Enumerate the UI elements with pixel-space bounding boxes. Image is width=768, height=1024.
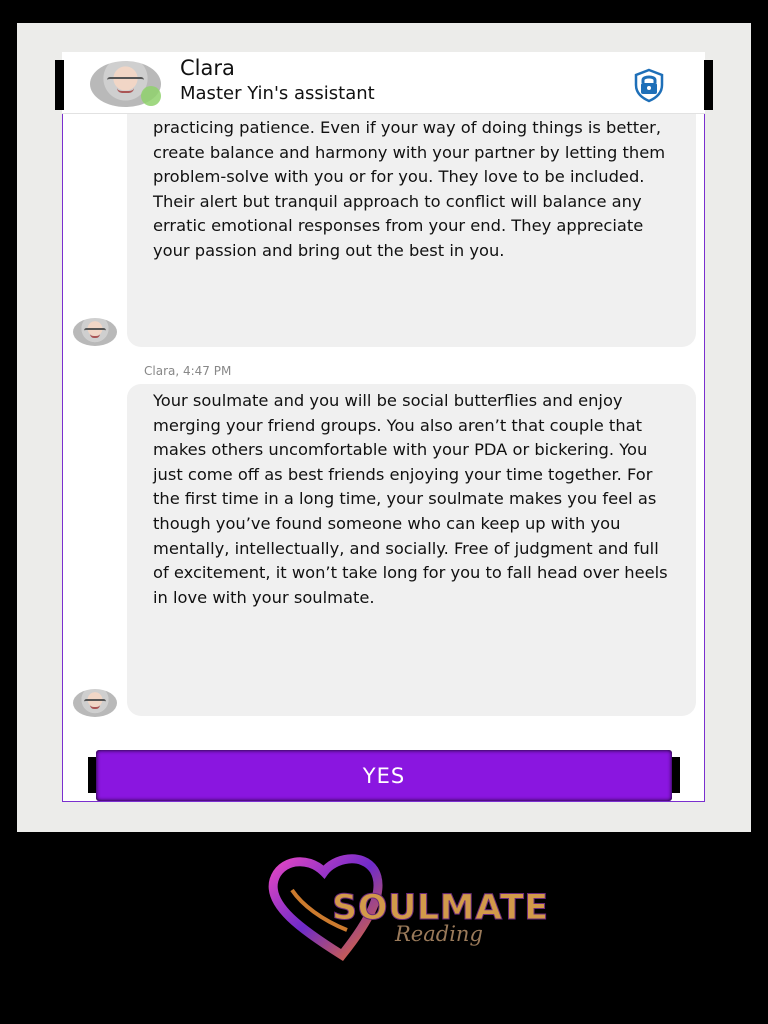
header-edge — [704, 60, 713, 110]
avatar — [73, 689, 117, 717]
message-timestamp: Clara, 4:47 PM — [144, 364, 232, 378]
message-bubble — [127, 96, 696, 347]
yes-button[interactable]: YES — [96, 750, 672, 801]
contact-role: Master Yin's assistant — [180, 83, 375, 104]
shield-lock-icon[interactable] — [626, 64, 672, 106]
brand-subtitle: Reading — [395, 922, 483, 946]
message-text: practicing patience. Even if your way of doing things is better, create balance and harmony with your partner by letting them problem-solve with you or for you. They love to be included. Their alert but tranquil approach to conflict will balance any erratic emotional responses from your end. They appreciate your passion and bring out the best in you. — [153, 118, 666, 260]
brand-title: SOULMATE — [332, 888, 549, 928]
avatar — [73, 318, 117, 346]
message-text: Your soulmate and you will be social butterflies and enjoy merging your friend groups. You also aren’t that couple that makes others uncomfortable with your PDA or bickering. You just come off as best friends enjoying your time together. For the first time in a long time, your soulmate makes you feel as though you’ve found someone who can keep up with you mentally, intellectually, and socially. Free of judgment and full of excitement, it won’t take long for you to fall head over heels in love with your soulmate. — [153, 391, 668, 607]
online-status-dot — [141, 86, 161, 106]
contact-name: Clara — [180, 56, 235, 80]
header-edge — [55, 60, 64, 110]
message-bubble — [127, 384, 696, 716]
